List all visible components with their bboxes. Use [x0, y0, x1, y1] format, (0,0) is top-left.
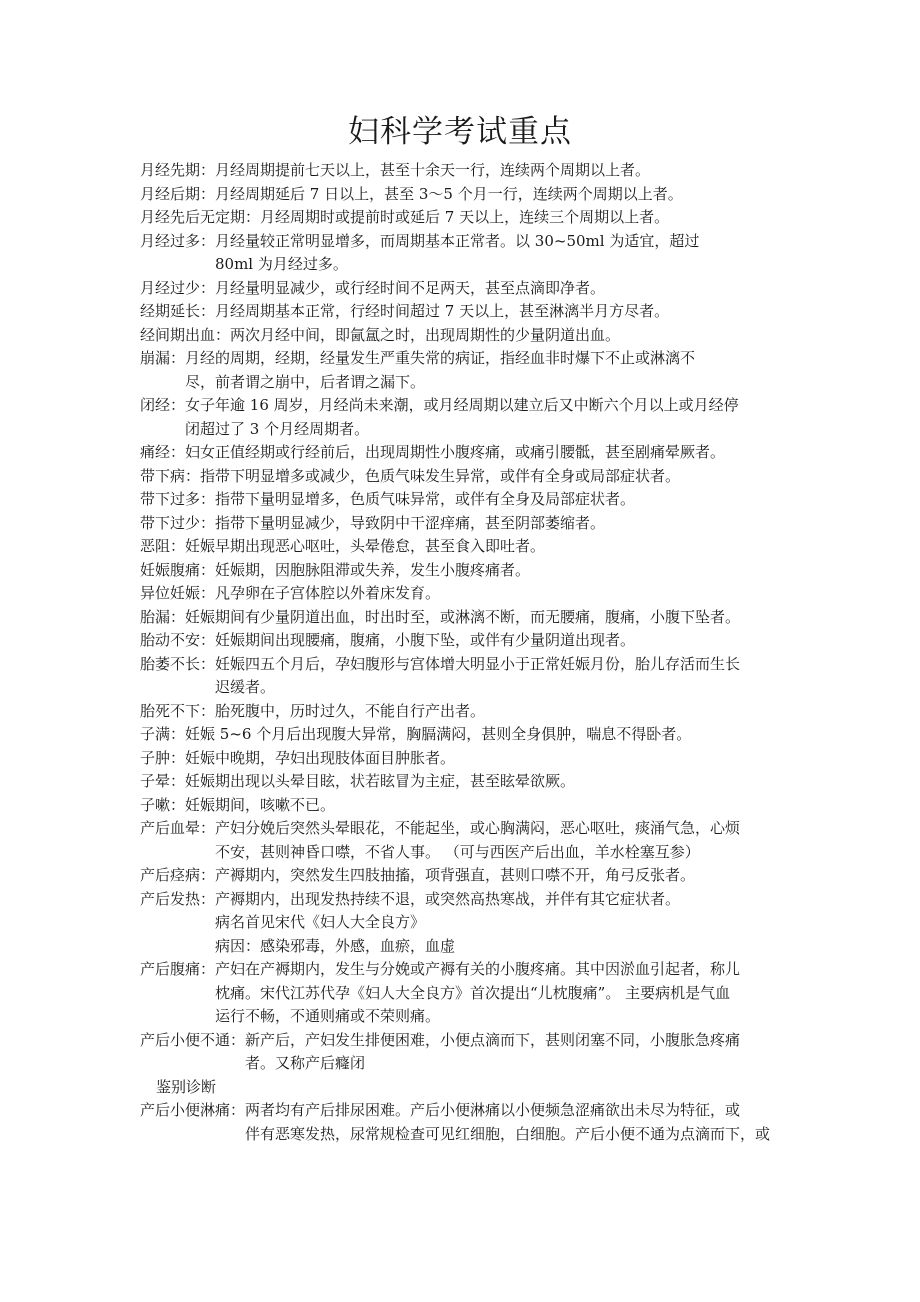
- definition-entry: [140, 629, 790, 653]
- term-label: 胎漏：: [140, 607, 186, 626]
- definition-continuation: 不安，甚则神昏口噤，不省人事。 （可与西医产后出血，羊水栓塞互参）: [215, 842, 700, 861]
- term-label: 产后发热：: [140, 889, 216, 908]
- definition-entry: [140, 1099, 790, 1146]
- term-label: 月经先后无定期：: [140, 208, 261, 226]
- definition-continuation: 伴有恶寒发热，尿常规检查可见红细胞，白细胞。产后小便不通为点滴而下，或: [245, 1124, 771, 1143]
- definition-entry: [140, 958, 790, 1029]
- definition-continuation: 尽，前者谓之崩中，后者谓之漏下。: [185, 372, 426, 391]
- definition-entry: [140, 1029, 790, 1076]
- definition-text: 妇女正值经期或行经前后，出现周期性小腹疼痛，或痛引腰骶，甚至剧痛晕厥者。: [185, 443, 726, 461]
- term-label: 带下病：: [140, 466, 201, 485]
- definition-text: 胎死腹中，历时过久，不能自行产出者。: [215, 701, 486, 720]
- term-label: 胎死不下：: [140, 701, 216, 720]
- definition-entry: [140, 324, 790, 348]
- term-label: 闭经：: [140, 396, 186, 414]
- definition-text: 月经周期基本正常，行经时间超过 7 天以上，甚至淋漓半月方尽者。: [215, 302, 670, 320]
- definition-continuation: 病名首见宋代《妇人大全良方》: [215, 913, 426, 931]
- definition-entry: [140, 535, 790, 559]
- term-label: 子满：: [140, 725, 186, 743]
- definition-entry: [140, 817, 790, 864]
- definition-text: 妊娠期出现以头晕目眩，状若眩冒为主症，甚至眩晕欲厥。: [185, 772, 576, 790]
- definition-text: 月经周期时或提前时或延后 7 天以上，连续三个周期以上者。: [260, 208, 670, 226]
- definition-text: 月经周期提前七天以上，甚至十余天一行，连续两个周期以上者。: [215, 161, 651, 179]
- term-label: 经间期出血：: [140, 325, 231, 344]
- definition-entry: [140, 653, 790, 700]
- term-label: 月经过少：: [140, 278, 216, 297]
- definition-entry: [140, 277, 790, 301]
- definition-entry: [140, 747, 790, 771]
- definition-text: 妊娠中晚期，孕妇出现肢体面目肿胀者。: [185, 748, 456, 767]
- term-label: 带下过多：: [140, 490, 216, 508]
- term-label: 经期延长：: [140, 302, 216, 320]
- definition-text: 妊娠期间有少量阴道出血，时出时至，或淋漓不断，而无腰痛，腹痛，小腹下坠者。: [185, 607, 741, 626]
- definition-text: 妊娠早期出现恶心呕吐，头晕倦怠，甚至食入即吐者。: [185, 537, 546, 555]
- term-label: 异位妊娠：: [140, 584, 216, 602]
- definition-entry: [140, 206, 790, 230]
- term-label: 月经过多：: [140, 231, 216, 250]
- definition-entry: [140, 183, 790, 207]
- definition-text: 两次月经中间，即氤氲之时，出现周期性的少量阴道出血。: [230, 325, 621, 344]
- definition-entry: [140, 794, 790, 818]
- definition-entry: [140, 465, 790, 489]
- term-label: 胎萎不长：: [140, 654, 216, 673]
- term-label: 妊娠腹痛：: [140, 560, 216, 579]
- definition-continuation: 迟缓者。: [215, 678, 276, 696]
- definition-entry: [140, 606, 790, 630]
- term-label: 子肿：: [140, 748, 186, 767]
- definition-text: 产褥期内，突然发生四肢抽搐，项背强直，甚则口噤不开，角弓反张者。: [215, 866, 696, 884]
- definition-text: 产妇在产褥期内，发生与分娩或产褥有关的小腹疼痛。其中因淤血引起者，称儿: [215, 960, 741, 978]
- definition-entry: [140, 864, 790, 888]
- definition-list: [140, 159, 790, 1146]
- definition-entry: [140, 230, 790, 277]
- document-title: 妇科学考试重点: [348, 114, 572, 150]
- term-label: 子晕：: [140, 772, 186, 790]
- definition-text: 女子年逾 16 周岁，月经尚未来潮，或月经周期以建立后又中断六个月以上或月经停: [185, 396, 739, 414]
- definition-entry: [140, 582, 790, 606]
- term-label: 恶阻：: [140, 537, 186, 555]
- definition-entry: [140, 512, 790, 536]
- definition-entry: [140, 159, 790, 183]
- term-label: 带下过少：: [140, 513, 216, 532]
- definition-continuation: 运行不畅，不通则痛或不荣则痛。: [215, 1007, 441, 1025]
- definition-entry: [140, 723, 790, 747]
- definition-entry: [140, 394, 790, 441]
- term-label: 月经先期：: [140, 161, 216, 179]
- definition-text: 指带下量明显增多，色质气味异常，或伴有全身及局部症状者。: [215, 490, 636, 508]
- definition-text: 月经量较正常明显增多，而周期基本正常者。以 30~50ml 为适宜，超过: [215, 231, 700, 250]
- definition-continuation: 80ml 为月经过多。: [215, 255, 348, 273]
- definition-text: 新产后，产妇发生排便困难，小便点滴而下，甚则闭塞不同，小腹胀急疼痛: [245, 1030, 741, 1049]
- definition-entry: [140, 488, 790, 512]
- definition-text: 两者均有产后排尿困难。产后小便淋痛以小便频急涩痛欲出未尽为特征，或: [245, 1101, 741, 1119]
- term-label: 痛经：: [140, 443, 186, 461]
- term-label: 胎动不安：: [140, 631, 216, 649]
- definition-entry: [140, 888, 790, 959]
- definition-text: 妊娠 5~6 个月后出现腹大异常，胸膈满闷，甚则全身俱肿，喘息不得卧者。: [185, 725, 692, 743]
- term-label: 月经后期：: [140, 184, 216, 203]
- definition-text: 指带下明显增多或减少，色质气味发生异常，或伴有全身或局部症状者。: [200, 466, 681, 485]
- definition-continuation: 病因：感染邪毒，外感，血瘀，血虚: [215, 936, 456, 955]
- definition-text: 指带下量明显减少，导致阴中干涩痒痛，甚至阴部萎缩者。: [215, 513, 606, 532]
- definition-text: 月经周期延后 7 日以上，甚至 3～5 个月一行，连续两个周期以上者。: [215, 184, 683, 203]
- term-label: 产后血晕：: [140, 819, 216, 837]
- term-label: 崩漏：: [140, 349, 186, 367]
- section-heading: 鉴别诊断: [156, 1077, 217, 1096]
- term-label: 产后腹痛：: [140, 960, 216, 978]
- definition-text: 妊娠期间，咳嗽不已。: [185, 795, 336, 814]
- definition-continuation: 闭超过了 3 个月经周期者。: [185, 419, 370, 438]
- definition-entry: [140, 559, 790, 583]
- term-label: 产后小便不通：: [140, 1030, 246, 1049]
- definition-entry: [140, 441, 790, 465]
- definition-entry: [140, 700, 790, 724]
- definition-text: 妊娠期，因胞脉阻滞或失养，发生小腹疼痛者。: [215, 560, 531, 579]
- definition-text: 凡孕卵在子宫体腔以外着床发育。: [215, 584, 441, 602]
- term-label: 子嗽：: [140, 795, 186, 814]
- definition-text: 产妇分娩后突然头晕眼花，不能起坐，或心胸满闷，恶心呕吐，痰涌气急，心烦: [215, 819, 741, 837]
- definition-text: 月经量明显减少，或行经时间不足两天，甚至点滴即净者。: [215, 278, 606, 297]
- definition-text: 妊娠四五个月后，孕妇腹形与宫体增大明显小于正常妊娠月份，胎儿存活而生长: [215, 654, 741, 673]
- definition-entry: [140, 300, 790, 324]
- definition-text: 产褥期内，出现发热持续不退，或突然高热寒战，并伴有其它症状者。: [215, 889, 681, 908]
- definition-continuation: 者。又称产后癃闭: [245, 1054, 366, 1072]
- term-label: 产后小便淋痛：: [140, 1101, 246, 1119]
- term-label: 产后痉病：: [140, 866, 216, 884]
- definition-continuation: 枕痛。宋代江苏代孕《妇人大全良方》首次提出“儿枕腹痛”。 主要病机是气血: [215, 983, 731, 1002]
- definition-text: 妊娠期间出现腰痛，腹痛，小腹下坠，或伴有少量阴道出现者。: [215, 631, 636, 649]
- definition-entry: [140, 347, 790, 394]
- definition-text: 月经的周期，经期，经量发生严重失常的病证，指经血非时爆下不止或淋漓不: [185, 349, 696, 367]
- definition-entry: [140, 770, 790, 794]
